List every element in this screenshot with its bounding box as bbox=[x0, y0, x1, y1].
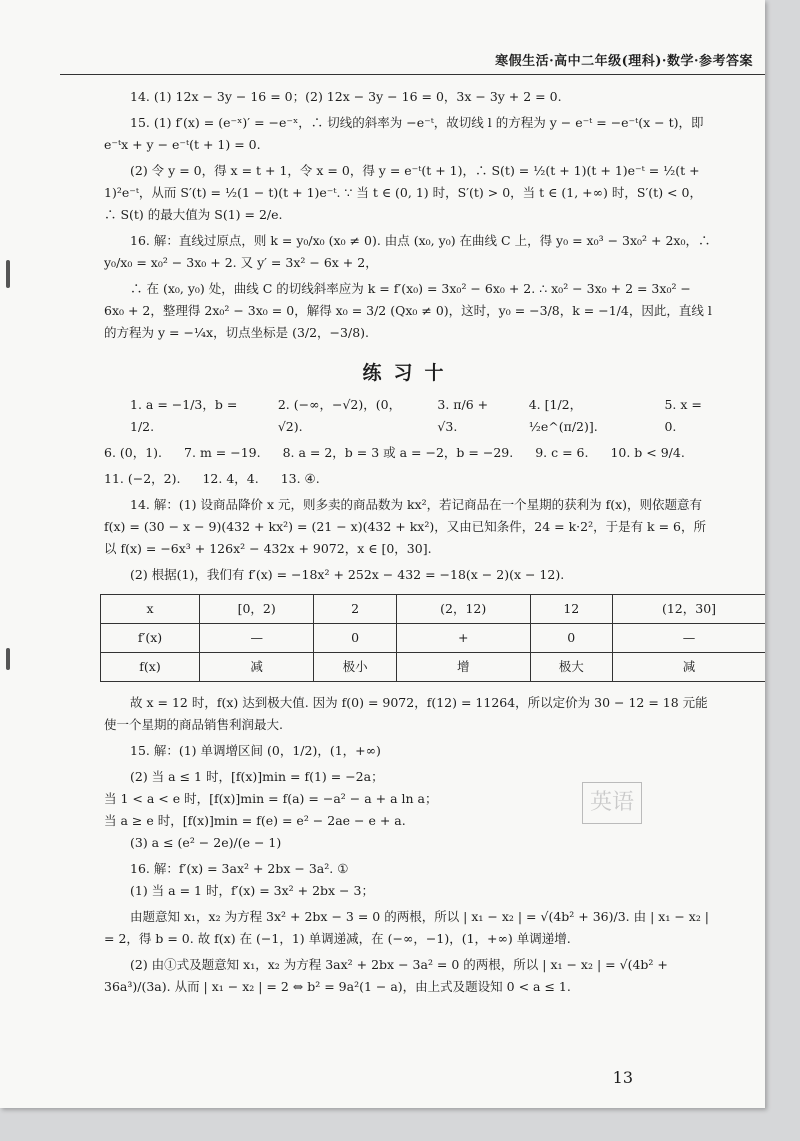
short-answer: 8. a = 2，b = 3 或 a = −2，b = −29. bbox=[282, 445, 514, 460]
table-cell: 0 bbox=[530, 624, 612, 653]
table-cell: (2，12) bbox=[396, 595, 530, 624]
table-cell: 减 bbox=[613, 653, 765, 682]
short-answer: 12. 4，4. bbox=[202, 471, 259, 486]
stamp-watermark: 英语 bbox=[582, 782, 642, 824]
monotonicity-table bbox=[100, 594, 765, 682]
binding-mark bbox=[6, 260, 10, 288]
exercise-14-part2: (2) 根据(1)，我们有 f′(x) = −18x² + 252x − 432 = −18(x − 2)(x − 12). bbox=[130, 567, 565, 582]
binding-mark bbox=[6, 648, 10, 670]
short-answers-row-2 bbox=[104, 442, 714, 464]
section-title: 练习十 bbox=[362, 362, 456, 384]
short-answer: 11. (−2，2). bbox=[104, 471, 181, 486]
exercise-15-line: (3) a ≤ (e² − 2e)/(e − 1) bbox=[130, 835, 282, 850]
short-answers-row-1 bbox=[130, 394, 714, 438]
exercise-16-line: 16. 解：f′(x) = 3ax² + 2bx − 3a². ① bbox=[130, 861, 349, 876]
answer-16-part2: ∴ 在 (x₀, y₀) 处，曲线 C 的切线斜率应为 k = f′(x₀) = 3x₀² − 6x₀ + 2. ∴ x₀² − 3x₀ + 2 = 3x₀² − 6x₀ + 2，整理得 2x₀² − 3x₀ = 0，解得 x₀ = 3/2 (Qx₀ ≠ 0)，这时，y₀ = −3/8，k = −1/4，因此，直线 l 的方程为 y = −¼x，切点坐标是 (3/2，−3/8). bbox=[104, 281, 712, 340]
short-answers-row-3 bbox=[104, 468, 714, 490]
table-cell: — bbox=[613, 624, 765, 653]
table-cell: 极小 bbox=[314, 653, 396, 682]
table-cell: (12，30] bbox=[613, 595, 765, 624]
running-header: 寒假生活·高中二年级(理科)·数学·参考答案 bbox=[495, 54, 753, 69]
table-cell: 减 bbox=[200, 653, 314, 682]
answer-16-part1: 16. 解：直线过原点，则 k = y₀/x₀ (x₀ ≠ 0). 由点 (x₀, y₀) 在曲线 C 上，得 y₀ = x₀³ − 3x₀² + 2x₀，∴ y₀/x₀ = x₀² − 3x₀ + 2. 又 y′ = 3x² − 6x + 2， bbox=[104, 233, 711, 270]
answer-15-part1: 15. (1) f′(x) = (e⁻ˣ)′ = −e⁻ˣ，∴ 切线的斜率为 −e⁻ᵗ，故切线 l 的方程为 y − e⁻ᵗ = −e⁻ᵗ(x − t)，即 e⁻ᵗx + y − e⁻ᵗ(t + 1) = 0. bbox=[104, 115, 704, 152]
table-cell: [0，2) bbox=[200, 595, 314, 624]
short-answer: 3. π/6 + √3. bbox=[437, 397, 489, 434]
short-answer: 9. c = 6. bbox=[535, 445, 589, 460]
table-cell: 极大 bbox=[530, 653, 612, 682]
table-cell: 0 bbox=[314, 624, 396, 653]
exercise-16-line: (1) 当 a = 1 时，f′(x) = 3x² + 2bx − 3； bbox=[130, 883, 374, 898]
short-answer: 13. ④. bbox=[280, 471, 320, 486]
short-answer: 1. a = −1/3，b = 1/2. bbox=[130, 397, 238, 434]
answer-content bbox=[104, 86, 717, 1002]
exercise-14-part1: 14. 解：(1) 设商品降价 x 元，则多卖的商品数为 kx²，若记商品在一个星期的获利为 f(x)，则依题意有 f(x) = (30 − x − 9)(432 + kx²) = (21 − x)(432 + kx²)，又由已知条件，24 = k·2²，于是有 k = 6，所以 f(x) = −6x³ + 126x² − 432x + 9072，x ∈ [0，30]. bbox=[104, 497, 706, 556]
answer-15-part2: (2) 令 y = 0，得 x = t + 1，令 x = 0，得 y = e⁻ᵗ(t + 1)，∴ S(t) = ½(t + 1)(t + 1)e⁻ᵗ = ½(t + 1)²e⁻ᵗ，从而 S′(t) = ½(1 − t)(t + 1)e⁻ᵗ. ∵ 当 t ∈ (0, 1) 时，S′(t) > 0，当 t ∈ (1, +∞) 时，S′(t) < 0，∴ S(t) 的最大值为 S(1) = 2/e. bbox=[104, 163, 702, 222]
short-answer: 7. m = −19. bbox=[184, 445, 261, 460]
header-rule bbox=[60, 74, 765, 75]
answer-14: 14. (1) 12x − 3y − 16 = 0；(2) 12x − 3y − 16 = 0，3x − 3y + 2 = 0. bbox=[130, 89, 562, 104]
table-cell: 2 bbox=[314, 595, 396, 624]
table-cell: — bbox=[200, 624, 314, 653]
exercise-15-line: 当 1 < a < e 时，[f(x)]min = f(a) = −a² − a + a ln a； bbox=[104, 791, 438, 806]
table-cell: f′(x) bbox=[101, 624, 200, 653]
table-cell: 增 bbox=[396, 653, 530, 682]
table-row bbox=[101, 653, 766, 682]
exercise-14-conclusion: 故 x = 12 时，f(x) 达到极大值. 因为 f(0) = 9072，f(12) = 11264，所以定价为 30 − 12 = 18 元能使一个星期的商品销售利润最大. bbox=[104, 695, 708, 732]
table-row bbox=[101, 624, 766, 653]
short-answer: 10. b < 9/4. bbox=[610, 445, 685, 460]
short-answer: 5. x = 0. bbox=[664, 397, 702, 434]
table-cell: + bbox=[396, 624, 530, 653]
table-cell: 12 bbox=[530, 595, 612, 624]
exercise-15-line: (2) 当 a ≤ 1 时，[f(x)]min = f(1) = −2a； bbox=[130, 769, 384, 784]
table-cell: x bbox=[101, 595, 200, 624]
exercise-16-line: (2) 由①式及题意知 x₁，x₂ 为方程 3ax² + 2bx − 3a² = 0 的两根，所以 | x₁ − x₂ | = √(4b² + 36a³)/(3a). 从而 | x₁ − x₂ | = 2 ⇔ b² = 9a²(1 − a)，由上式及题设知 0 < a ≤ 1. bbox=[104, 957, 668, 994]
table-cell: f(x) bbox=[101, 653, 200, 682]
page-number: 13 bbox=[612, 1068, 633, 1087]
table-row bbox=[101, 595, 766, 624]
short-answer: 2. (−∞，−√2)，(0，√2). bbox=[277, 397, 402, 434]
short-answer: 6. (0，1). bbox=[104, 445, 163, 460]
short-answer: 4. [1/2，½e^(π/2)]. bbox=[528, 397, 598, 434]
binding-marks bbox=[6, 260, 18, 706]
exercise-16-line: 由题意知 x₁，x₂ 为方程 3x² + 2bx − 3 = 0 的两根，所以 | x₁ − x₂ | = √(4b² + 36)/3. 由 | x₁ − x₂ | = 2，得 b = 0. 故 f(x) 在 (−1，1) 单调递减，在 (−∞，−1)，(1，+∞) 单调递增. bbox=[104, 909, 710, 946]
exercise-15-line: 15. 解：(1) 单调增区间 (0，1/2)，(1，+∞) bbox=[130, 743, 381, 758]
exercise-15-line: 当 a ≥ e 时，[f(x)]min = f(e) = e² − 2ae − e + a. bbox=[104, 813, 406, 828]
